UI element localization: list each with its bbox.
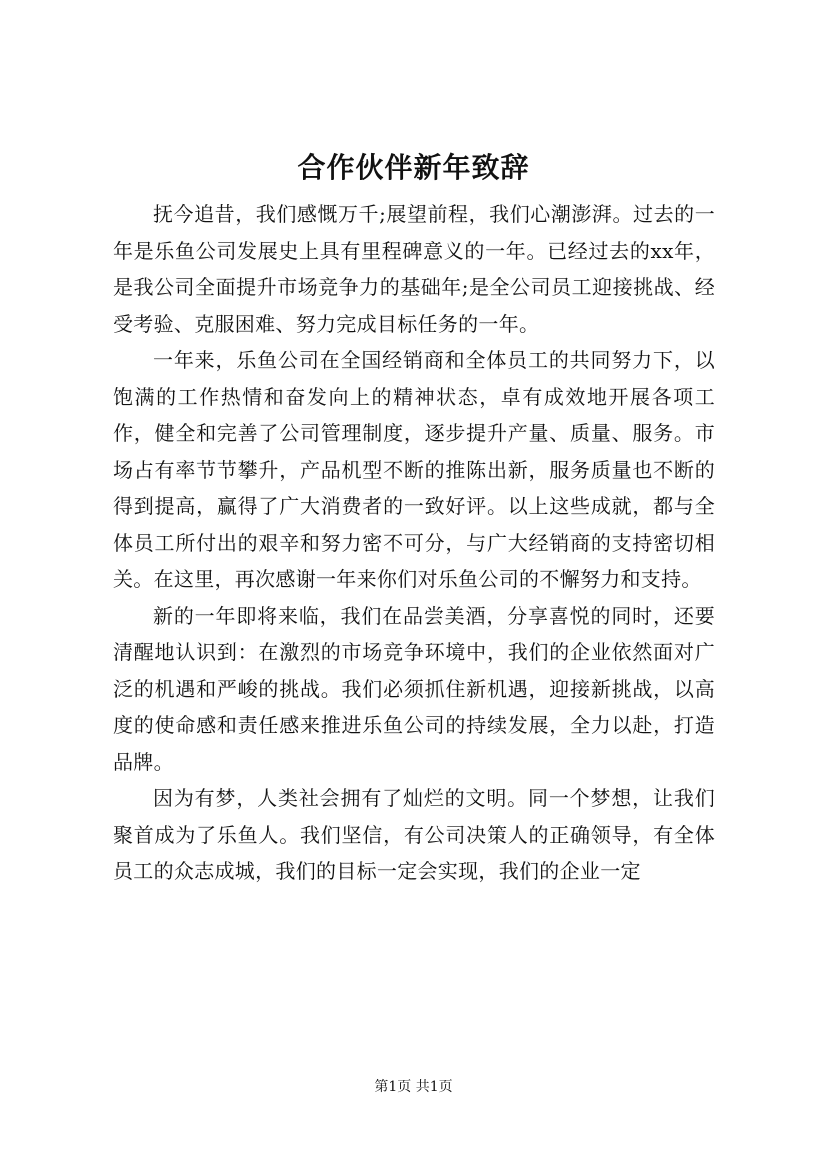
paragraph-3: 新的一年即将来临，我们在品尝美酒，分享喜悦的同时，还要清醒地认识到：在激烈的市场竞争环境中，我们的企业依然面对广泛的机遇和严峻的挑战。我们必须抓住新机遇，迎接新挑战，以高度的使命感和责任感来推进乐鱼公司的持续发展，全力以赴，打造品牌。 [113, 603, 715, 774]
paragraph-1: 抚今追昔，我们感慨万千;展望前程，我们心潮澎湃。过去的一年是乐鱼公司发展史上具有里程碑意义的一年。已经过去的xx年，是我公司全面提升市场竞争力的基础年;是全公司员工迎接挑战、经受考验、克服困难、努力完成目标任务的一年。 [113, 202, 715, 336]
document-body [113, 196, 715, 890]
paragraph-2: 一年来，乐鱼公司在全国经销商和全体员工的共同努力下，以饱满的工作热情和奋发向上的精神状态，卓有成效地开展各项工作，健全和完善了公司管理制度，逐步提升产量、质量、服务。市场占有率节节攀升，产品机型不断的推陈出新，服务质量也不断的得到提高，赢得了广大消费者的一致好评。以上这些成就，都与全体员工所付出的艰辛和努力密不可分，与广大经销商的支持密切相关。在这里，再次感谢一年来你们对乐鱼公司的不懈努力和支持。 [113, 348, 715, 591]
document-title: 合作伙伴新年致辞 [297, 151, 530, 184]
page-footer: 第1页 共1页 [374, 1079, 453, 1095]
paragraph-4: 因为有梦，人类社会拥有了灿烂的文明。同一个梦想，让我们聚首成为了乐鱼人。我们坚信，有公司决策人的正确领导，有全体员工的众志成城，我们的目标一定会实现，我们的企业一定 [113, 786, 715, 883]
